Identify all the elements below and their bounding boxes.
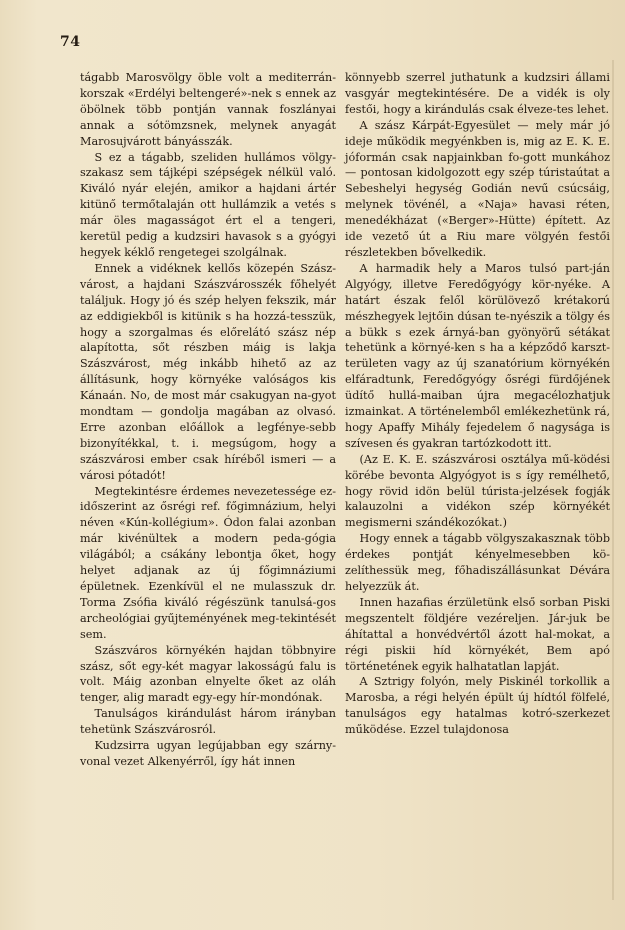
page-number: 74	[60, 34, 81, 50]
paragraph: Innen hazafias érzületünk első sorban Piski megszentelt földjére vezéreljen. Jár-juk be áhítattal a honvédvértől ázott hal-mokat, a régi piskii híd környékét, Bem apó történetének egyik halhatatlan lapját.	[345, 595, 610, 673]
paragraph: Megtekintésre érdemes nevezetessége ez-időszerint az ősrégi ref. főgimnázium, helyi néven «Kún-kollégium». Ódon falai azonban már kivénültek a modern peda-gógia világából; a csákány lebontja őket, hogy helyet adjanak az új főgimnáziumi épületnek. Ezenkívül el ne mulasszuk dr. Torma Zsófia kiváló régészünk tanulsá-gos archeológiai gyűjteményének meg-tekintését sem.	[80, 484, 336, 641]
paragraph: Ennek a vidéknek kellős közepén Szász-várost, a hajdani Szászvárosszék főhelyét találjuk. Hogy jó és szép helyen fekszik, már az eddigiekből is kitünik s ha hozzá-tesszük, hogy a szorgalmas és előrelátó szász nép alapította, sőt részben máig is lakja Szászvárost, még inkább hihető az az állításunk, hogy környéke valóságos kis Kánaán. No, de most már csakugyan na-gyot mondtam — gondolja magában az olvasó. Erre azonban előállok a legfénye-sebb bizonyítékkal, t. i. megsúgom, hogy a szászvárosi ember csak híréből ismeri — a városi pótadót!	[80, 261, 336, 482]
paragraph: tágabb Marosvölgy öble volt a mediterrán-korszak «Erdélyi beltengeré»-nek s ennek az öbölnek több pontján vannak foszlányai annak a sótömzsnek, melynek anyagát Marosujvárott bányásszák.	[80, 71, 336, 148]
paragraph: Hogy ennek a tágabb völgyszakasznak több érdekes pontját kényelmesebben kö-zelíthessük meg, főhadiszállásunkat Dévára helyezzük át.	[345, 532, 610, 593]
paragraph: Szászváros környékén hajdan többnyire szász, sőt egy-két magyar lakosságú falu is volt. Máig azonban elnyelte őket az oláh tenger, alig maradt egy-egy hír-mondónak.	[80, 643, 336, 705]
paragraph: Tanulságos kirándulást három irányban tehetünk Szászvárosról.	[80, 707, 336, 737]
paragraph: A Sztrigy folyón, mely Piskinél torkollik a Marosba, a régi helyén épült új hídtól fölfelé, tanulságos egy hatalmas kotró-szerkezet működése. Ezzel tulajdonosa	[345, 675, 610, 737]
paragraph: könnyebb szerrel juthatunk a kudzsiri állami vasgyár megtekintésére. De a vidék is oly festői, hogy a kirándulás csak élveze-tes lehet.	[345, 71, 610, 116]
left-column	[80, 70, 336, 770]
right-column	[345, 70, 610, 738]
paragraph: A szász Kárpát-Egyesület — mely már jó ideje működik megyénkben is, mig az E. K. E. jóformán csak napjainkban fo-gott munkához — pontosan kidolgozott egy szép túristaútat a Sebeshelyi hegység Godián nevű csúcsáig, melynek tövénél, a «Naja» havasi réten, menedékházat («Berger»-Hütte) épített. Az ide vezető út a Riu mare völgyén festői részletekben bővelkedik.	[345, 118, 610, 259]
paragraph: Kudzsirra ugyan legújabban egy szárny-vonal vezet Alkenyérről, így hát innen	[80, 739, 336, 768]
paragraph: A harmadik hely a Maros tulsó part-ján Algyógy, illetve Feredőgyógy kör-nyéke. A határt észak felől körülövező krétakorú mészhegyek lejtőin dúsan te-nyészik a tölgy és a bükk s ezek árnyá-ban gyönyörű sétákat tehetünk a környé-ken s ha a képződő karszt-területen vagy az új szanatórium környékén elfáradtunk, Feredőgyógy ősrégi fürdőjének üdítő hullá-maiban újra megacélozhatjuk izmainkat. A történelemből emlékezhetünk rá, hogy Apaffy Mihály fejedelem ő nagysága is szívesen és gyakran tartózkodott itt.	[345, 261, 610, 450]
paragraph: (Az E. K. E. szászvárosi osztálya mű-ködési körébe bevonta Algyógyot is s így remélhető, hogy rövid idön belül túrista-jelzések fogják kalauzolni a vidékon szép környékét megismerni szándékozókat.)	[345, 452, 610, 530]
page-edge-shadow	[612, 60, 614, 900]
paragraph: S ez a tágabb, szeliden hullámos völgy-szakasz sem tájképi szépségek nélkül való. Kiváló nyár elején, amikor a hajdani ártér kitünő termőtalaján ott hullámzik a vetés s már öles magasságot ért el a tengeri, keretül pedig a kudzsiri havasok s a gyógyi hegyek kéklő rengetegei szolgálnak.	[80, 150, 336, 259]
